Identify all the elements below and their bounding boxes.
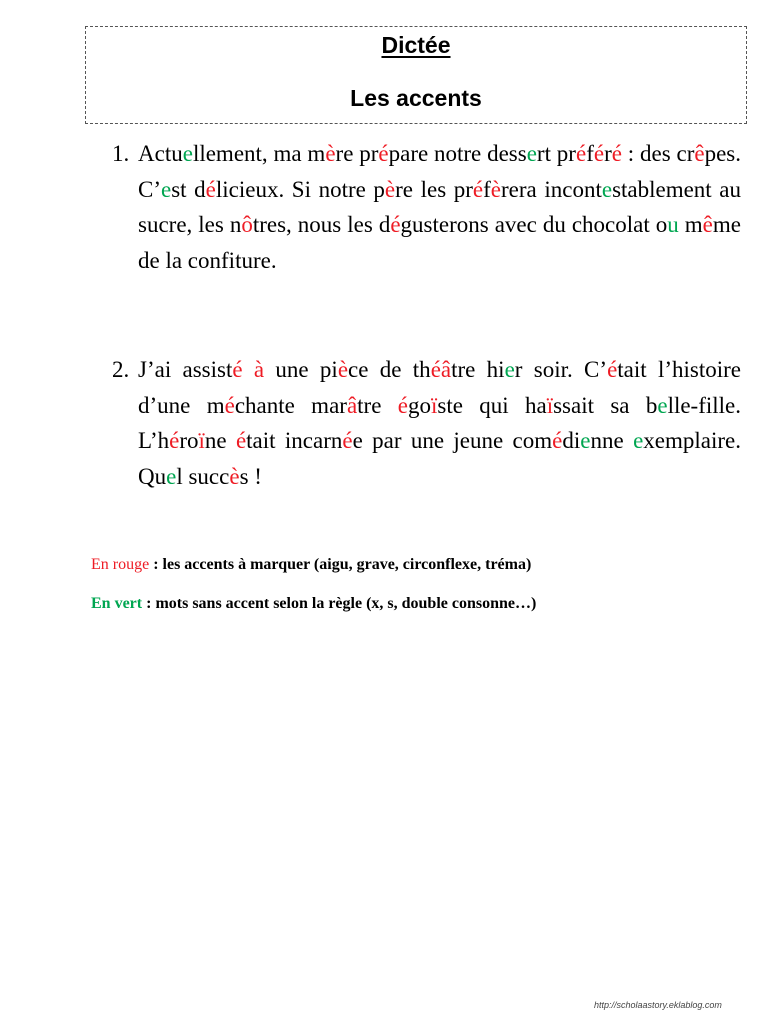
text-segment: m — [678, 212, 703, 237]
text-segment: st d — [171, 176, 206, 202]
text-segment: e par une jeune com — [352, 428, 553, 453]
accent-letter: ï — [431, 392, 438, 418]
text-segment: go — [408, 392, 431, 418]
text-segment: ssait sa b — [553, 392, 658, 418]
text-segment: llement, ma m — [192, 141, 326, 166]
text-segment: ste qui ha — [437, 392, 547, 418]
text-segment: tait l’histoire d’une m — [138, 357, 747, 418]
accent-letter: é — [224, 392, 235, 418]
title-box — [85, 26, 747, 124]
text-segment: re pr — [335, 141, 379, 166]
text-segment: une pi — [264, 357, 338, 382]
text-segment: re les pr — [395, 176, 473, 202]
text-segment: xemplaire. Qu — [138, 428, 747, 489]
text-segment: nne — [590, 428, 634, 453]
accent-letter: é — [235, 428, 247, 453]
legend-red-label: En rouge — [91, 556, 150, 573]
text-segment: Actu — [138, 141, 183, 166]
item-text — [138, 141, 747, 273]
page-title-text: Dictée — [381, 32, 451, 58]
accent-letter: ô — [241, 212, 253, 237]
text-segment: pes. C’ — [138, 141, 747, 202]
no-accent-letter: u — [667, 212, 679, 237]
accent-letter: é — [575, 141, 587, 166]
accent-letter: ï — [198, 428, 205, 453]
text-segment: di — [562, 428, 581, 453]
no-accent-letter: e — [657, 392, 668, 418]
text-segment: r — [604, 141, 612, 166]
accent-letter: è — [337, 357, 349, 382]
page-title — [86, 31, 746, 59]
text-segment — [243, 357, 254, 382]
text-segment: tre hi — [451, 357, 505, 382]
item-number: 2. — [112, 357, 130, 382]
accent-letter: ï — [546, 392, 554, 418]
text-segment: chante mar — [234, 392, 347, 418]
text-segment: tres, nous les d — [252, 212, 391, 237]
text-segment: ro — [179, 428, 199, 453]
accent-letter: é — [397, 392, 408, 418]
accent-letter: ê — [694, 141, 705, 166]
no-accent-letter: e — [633, 428, 644, 453]
text-segment: stablement au sucre, les n — [138, 176, 747, 237]
dictation-item — [112, 136, 747, 278]
item-number: 1. — [112, 141, 130, 166]
text-segment: tre — [357, 392, 398, 418]
accent-letter: éâ — [430, 357, 452, 382]
accent-letter: é — [169, 428, 180, 453]
no-accent-letter: e — [166, 463, 177, 489]
text-segment: l succ — [176, 463, 230, 489]
footer-url: http://scholaastory.eklablog.com — [594, 1000, 722, 1010]
text-segment: r soir. C’ — [514, 357, 608, 382]
accent-letter: é — [472, 176, 484, 202]
text-segment: J’ai assist — [138, 357, 233, 382]
text-segment: rt pr — [536, 141, 576, 166]
legend-green — [91, 594, 536, 614]
accent-letter: è — [229, 463, 240, 489]
text-segment: ce de th — [348, 357, 431, 382]
accent-letter: è — [325, 141, 336, 166]
text-segment: rera incont — [501, 176, 602, 202]
text-segment: : des cr — [621, 141, 695, 166]
accent-letter: é — [342, 428, 353, 453]
accent-letter: è — [490, 176, 502, 202]
page-subtitle: Les accents — [350, 85, 482, 111]
accent-letter: é — [378, 141, 389, 166]
accent-letter: é — [390, 212, 401, 237]
no-accent-letter: e — [182, 141, 193, 166]
accent-letter: é — [607, 357, 618, 382]
text-segment: pare notre dess — [388, 141, 527, 166]
text-segment: lle-fille. L’h — [138, 392, 747, 453]
accent-letter: é — [205, 176, 216, 202]
text-segment: licieux. Si notre p — [215, 176, 385, 202]
no-accent-letter: e — [601, 176, 613, 202]
no-accent-letter: e — [580, 428, 591, 453]
no-accent-letter: e — [504, 357, 515, 382]
accent-letter: é — [611, 141, 622, 166]
legend-green-text: : mots sans accent selon la règle (x, s, double consonne…) — [142, 595, 537, 612]
item-text — [138, 357, 747, 489]
legend-red — [91, 555, 531, 575]
legend-red-text: : les accents à marquer (aigu, grave, circonflexe, tréma) — [149, 556, 532, 573]
text-segment: ne — [204, 428, 236, 453]
accent-letter: è — [384, 176, 396, 202]
text-segment: f — [483, 176, 491, 202]
text-segment: f — [586, 141, 594, 166]
accent-letter: à — [253, 357, 265, 382]
dictation-item — [112, 352, 747, 494]
legend-green-label: En vert — [91, 595, 143, 612]
text-segment: me de la confiture. — [138, 212, 747, 273]
text-segment: s ! — [239, 463, 262, 489]
text-segment: tait incarn — [246, 428, 343, 453]
accent-letter: é — [552, 428, 563, 453]
no-accent-letter: e — [526, 141, 537, 166]
accent-letter: ê — [702, 212, 713, 237]
text-segment: gusterons avec du chocolat o — [400, 212, 668, 237]
accent-letter: é — [593, 141, 605, 166]
accent-letter: é — [232, 357, 243, 382]
no-accent-letter: e — [161, 176, 172, 202]
accent-letter: â — [346, 392, 358, 418]
